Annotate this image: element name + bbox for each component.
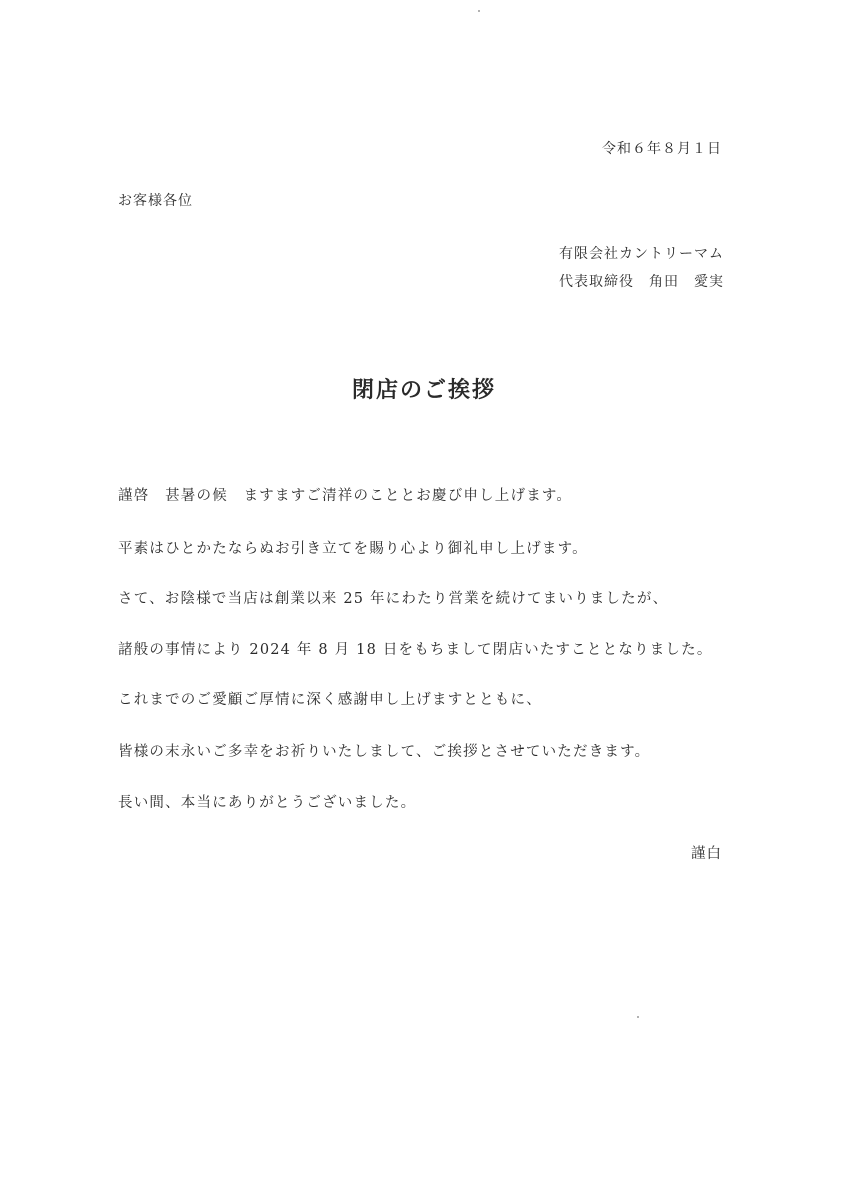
letter-title: 閉店のご挨拶: [351, 377, 496, 403]
body-line: 謹啓 甚暑の候 ますますご清祥のこととお慶び申し上げます。: [118, 488, 573, 504]
scan-speck: [478, 10, 480, 12]
sender-block: [559, 240, 724, 296]
letter-date: 令和６年８月１日: [602, 141, 722, 157]
body-line: 平素はひとかたならぬお引き立てを賜り心より御礼申し上げます。: [118, 541, 588, 557]
scan-speck: [637, 1016, 639, 1018]
sender-company: 有限会社カントリーマム: [559, 246, 724, 262]
closing-mark: 謹白: [691, 846, 722, 862]
body-line: 諸般の事情により 2024 年 8 月 18 日をもちまして閉店いたすこととなりました。: [118, 642, 713, 658]
body-line: これまでのご愛顧ご厚情に深く感謝申し上げますとともに、: [118, 692, 542, 708]
sender-representative: 代表取締役 角田 愛実: [559, 274, 724, 290]
body-line: 長い間、本当にありがとうございました。: [118, 795, 417, 811]
body-line: 皆様の末永いご多幸をお祈りいたしまして、ご挨拶とさせていただきます。: [118, 744, 651, 760]
body-line: さて、お陰様で当店は創業以来 25 年にわたり営業を続けてまいりましたが、: [118, 591, 669, 607]
addressee: お客様各位: [118, 193, 193, 209]
